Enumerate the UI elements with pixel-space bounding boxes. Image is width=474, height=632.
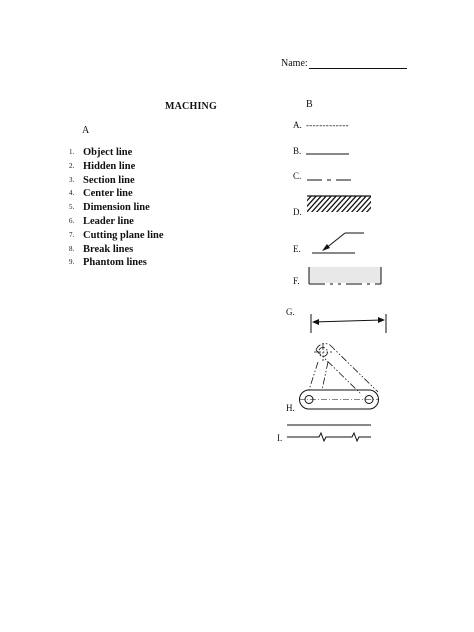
b-letter-f: F. (293, 276, 300, 286)
column-b-header: B (306, 99, 313, 110)
b-letter-e: E. (293, 244, 301, 254)
b-letter-d: D. (293, 207, 302, 217)
list-item: 4. Center line (69, 188, 133, 200)
b-letter-g: G. (286, 307, 295, 317)
list-item: 2. Hidden line (69, 160, 136, 172)
list-item: 1. Object line (69, 147, 133, 158)
b-letter-b: B. (293, 146, 302, 156)
list-item: 7. Cutting plane line (69, 229, 164, 241)
b-letter-i: I. (277, 433, 283, 443)
b-letter-c: C. (293, 171, 302, 181)
list-item: 8. Break lines (69, 243, 134, 255)
b-letter-a: A. (293, 120, 302, 130)
page-title: MACHING (165, 101, 217, 112)
list-item: 3. Section line (69, 174, 135, 186)
column-a-header: A (82, 125, 90, 136)
list-item: 6. Leader line (69, 215, 134, 227)
list-item: 9. Phantom lines (69, 257, 147, 269)
name-label: Name: (281, 58, 308, 69)
hidden-line-dashes: ------------- (306, 120, 349, 130)
list-item: 5. Dimension line (69, 202, 150, 214)
b-letter-h: H. (286, 403, 295, 413)
